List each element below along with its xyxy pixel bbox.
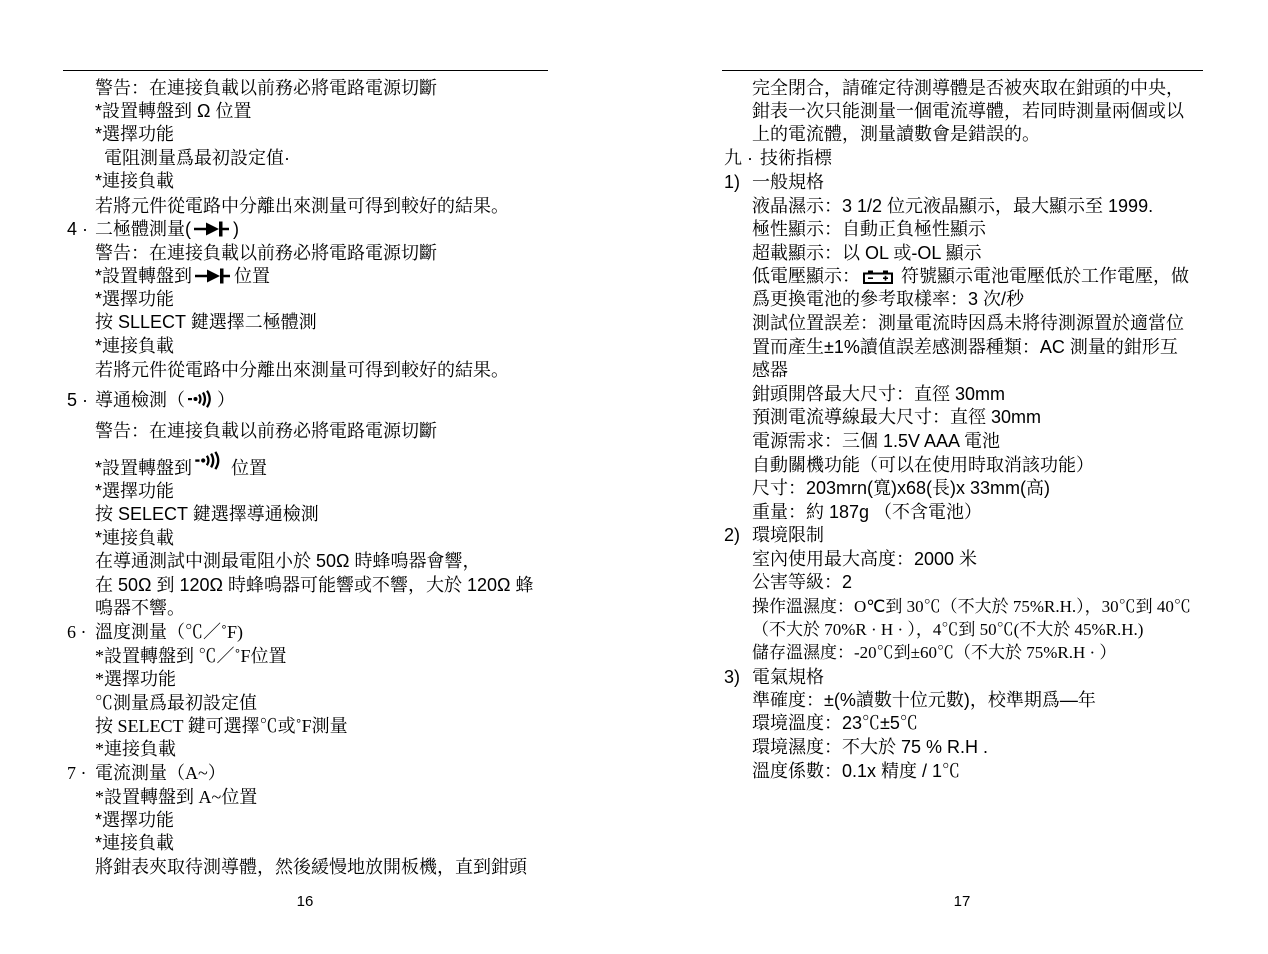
subsection-heading-environment: [724, 524, 824, 546]
battery-icon: [863, 270, 893, 284]
note-line: 將鉗表夾取待測導體，然後緩慢地放開板機，直到鉗頭: [95, 857, 527, 877]
step-line: *設置轉盤到 A~位置: [95, 787, 258, 807]
section-number: 6 ·: [67, 622, 87, 642]
step-line: *連接負載: [95, 739, 176, 759]
step-line: [95, 451, 268, 478]
spec-line: 超載顯示：以 OL 或-OL 顯示: [752, 243, 982, 263]
spec-line: 液晶濕示：3 1/2 位元液晶顯示，最大顯示至 1999.: [752, 196, 1154, 216]
step-line: *選擇功能: [95, 481, 175, 501]
note-line: 在導通測試中測最電阻小於 50Ω 時蜂鳴器會響，: [95, 551, 481, 571]
step-line: [95, 265, 270, 287]
step-line: *選擇功能: [95, 124, 175, 144]
spec-line: 尺寸：203mrn(寬)x68(長)x 33mm(高): [752, 478, 1051, 498]
section-title: 電流測量（A~）: [95, 763, 226, 783]
note-line: ℃測量爲最初設定值: [95, 693, 257, 713]
spec-line: 公害等級：2: [752, 572, 853, 592]
subsection-number: 2): [724, 525, 741, 545]
step-text: *設置轉盤到: [95, 266, 193, 286]
header-rule: [63, 70, 548, 71]
step-line: *設置轉盤到 Ω 位置: [95, 101, 252, 121]
spec-line: 重量：約 187g （不含電池）: [752, 502, 983, 522]
spec-text-after: 符號顯示電池電壓低於工作電壓，做: [901, 266, 1190, 286]
section-title-close: ): [233, 219, 239, 239]
note-line: 電阻測量爲最初設定值·: [104, 148, 290, 168]
spec-line: 準確度：±(%讀數十位元數)，校準期爲—年: [752, 690, 1096, 710]
step-line: *連接負載: [95, 528, 175, 548]
note-line: 若將元件從電路中分離出來測量可得到較好的結果。: [95, 360, 509, 380]
subsection-title: 環境限制: [752, 525, 824, 545]
chapter-heading-specifications: [724, 147, 832, 169]
section-title: 二極體測量(: [95, 219, 191, 239]
note-line: 鳴器不響。: [95, 598, 185, 618]
spec-line: （不大於 70%R · H · ），4℃到 50℃(不大於 45%R.H.): [752, 620, 1144, 639]
warning-line: 警告：在連接負載以前務必將電路電源切斷: [95, 421, 437, 441]
spec-text: 低電壓顯示：: [752, 266, 860, 286]
step-line: *選擇功能: [95, 289, 175, 309]
spec-line: 環境濕度：不大於 75 % R.H .: [752, 737, 989, 757]
step-line: *連接負載: [95, 833, 175, 853]
spec-line: 預測電流導線最大尺寸：直徑 30mm: [752, 407, 1042, 427]
page-number: 16: [296, 893, 314, 910]
chapter-title: 技術指標: [760, 148, 832, 168]
continuity-beep-icon: [195, 451, 223, 470]
header-rule: [722, 70, 1203, 71]
step-line: *設置轉盤到 ℃／˚F位置: [95, 646, 287, 666]
section-title: 導通檢測（: [95, 390, 185, 410]
chapter-number: 九 ·: [724, 148, 753, 168]
note-line: 完全閉合，請確定待測導體是否被夾取在鉗頭的中央，: [752, 78, 1184, 98]
spec-line: 感器: [752, 360, 788, 380]
step-line: *選擇功能: [95, 810, 175, 830]
spec-line: 測試位置誤差：測量電流時因爲未將待測源置於適當位: [752, 313, 1184, 333]
diode-icon: [194, 221, 230, 237]
spec-line: 極性顯示：自動正負極性顯示: [752, 219, 986, 239]
note-line: 在 50Ω 到 120Ω 時蜂鳴器可能響或不響，大於 120Ω 蜂: [95, 575, 534, 595]
section-title: 溫度測量（℃／˚F): [95, 622, 243, 642]
step-line: *選擇功能: [95, 669, 176, 689]
spec-line: 置而產生±1%讀值誤差感測器種類：AC 測量的鉗形互: [752, 337, 1178, 357]
spec-line: 鉗頭開啓最大尺寸：直徑 30mm: [752, 384, 1006, 404]
spec-line: 溫度係數：0.1x 精度 / 1℃: [752, 761, 961, 781]
note-line: 按 SELECT 鍵選擇導通檢測: [95, 504, 319, 524]
spec-line: 操作溫濕度：O℃到 30℃（不大於 75%R.H.），30℃到 40℃: [752, 597, 1191, 616]
warning-line: 警告：在連接負載以前務必將電路電源切斷: [95, 243, 437, 263]
spec-line: 室內使用最大高度：2000 米: [752, 549, 978, 569]
note-line: 鉗表一次只能測量一個電流導體，若同時測量兩個或以: [752, 101, 1184, 121]
section-number: 4 ·: [67, 219, 89, 239]
diode-icon: [195, 268, 231, 284]
spec-line: 電源需求：三個 1.5V AAA 電池: [752, 431, 1001, 451]
section-heading-continuity: [67, 389, 235, 411]
step-text-after: 位置: [234, 266, 271, 286]
warning-line: 警告：在連接負載以前務必將電路電源切斷: [95, 78, 437, 98]
section-heading-diode: [67, 218, 239, 240]
spec-line: 儲存溫濕度：-20℃到±60℃（不大於 75%R.H · ）: [752, 643, 1117, 662]
spec-line: 自動關機功能（可以在使用時取消該功能）: [752, 455, 1094, 475]
step-line: *連接負載: [95, 336, 175, 356]
section-title-close: ）: [217, 390, 235, 410]
page-number: 17: [953, 893, 971, 910]
subsection-number: 1): [724, 172, 741, 192]
subsection-number: 3): [724, 667, 741, 687]
note-line: 上的電流體，測量讀數會是錯誤的。: [752, 124, 1040, 144]
step-line: *連接負載: [95, 171, 175, 191]
subsection-heading-general: [724, 171, 824, 193]
continuity-beep-icon: [188, 390, 214, 408]
section-heading-temperature: [67, 621, 243, 643]
subsection-heading-electrical: [724, 666, 824, 688]
section-heading-current: [67, 762, 226, 784]
note-line: 按 SLLECT 鍵選擇二極體測: [95, 312, 317, 332]
section-number: 5 ·: [67, 390, 89, 410]
subsection-title: 電氣規格: [752, 667, 824, 687]
subsection-title: 一般規格: [752, 172, 824, 192]
note-line: 按 SELECT 鍵可選擇℃或˚F測量: [95, 716, 348, 736]
section-number: 7 ·: [67, 763, 87, 783]
spec-line: 環境溫度：23℃±5℃: [752, 713, 918, 733]
note-line: 若將元件從電路中分離出來測量可得到較好的結果。: [95, 196, 509, 216]
spec-line: [752, 265, 1189, 287]
step-text: *設置轉盤到: [95, 458, 193, 478]
spec-line: 爲更換電池的參考取樣率：3 次/秒: [752, 289, 1025, 309]
step-text-after: 位置: [231, 458, 268, 478]
